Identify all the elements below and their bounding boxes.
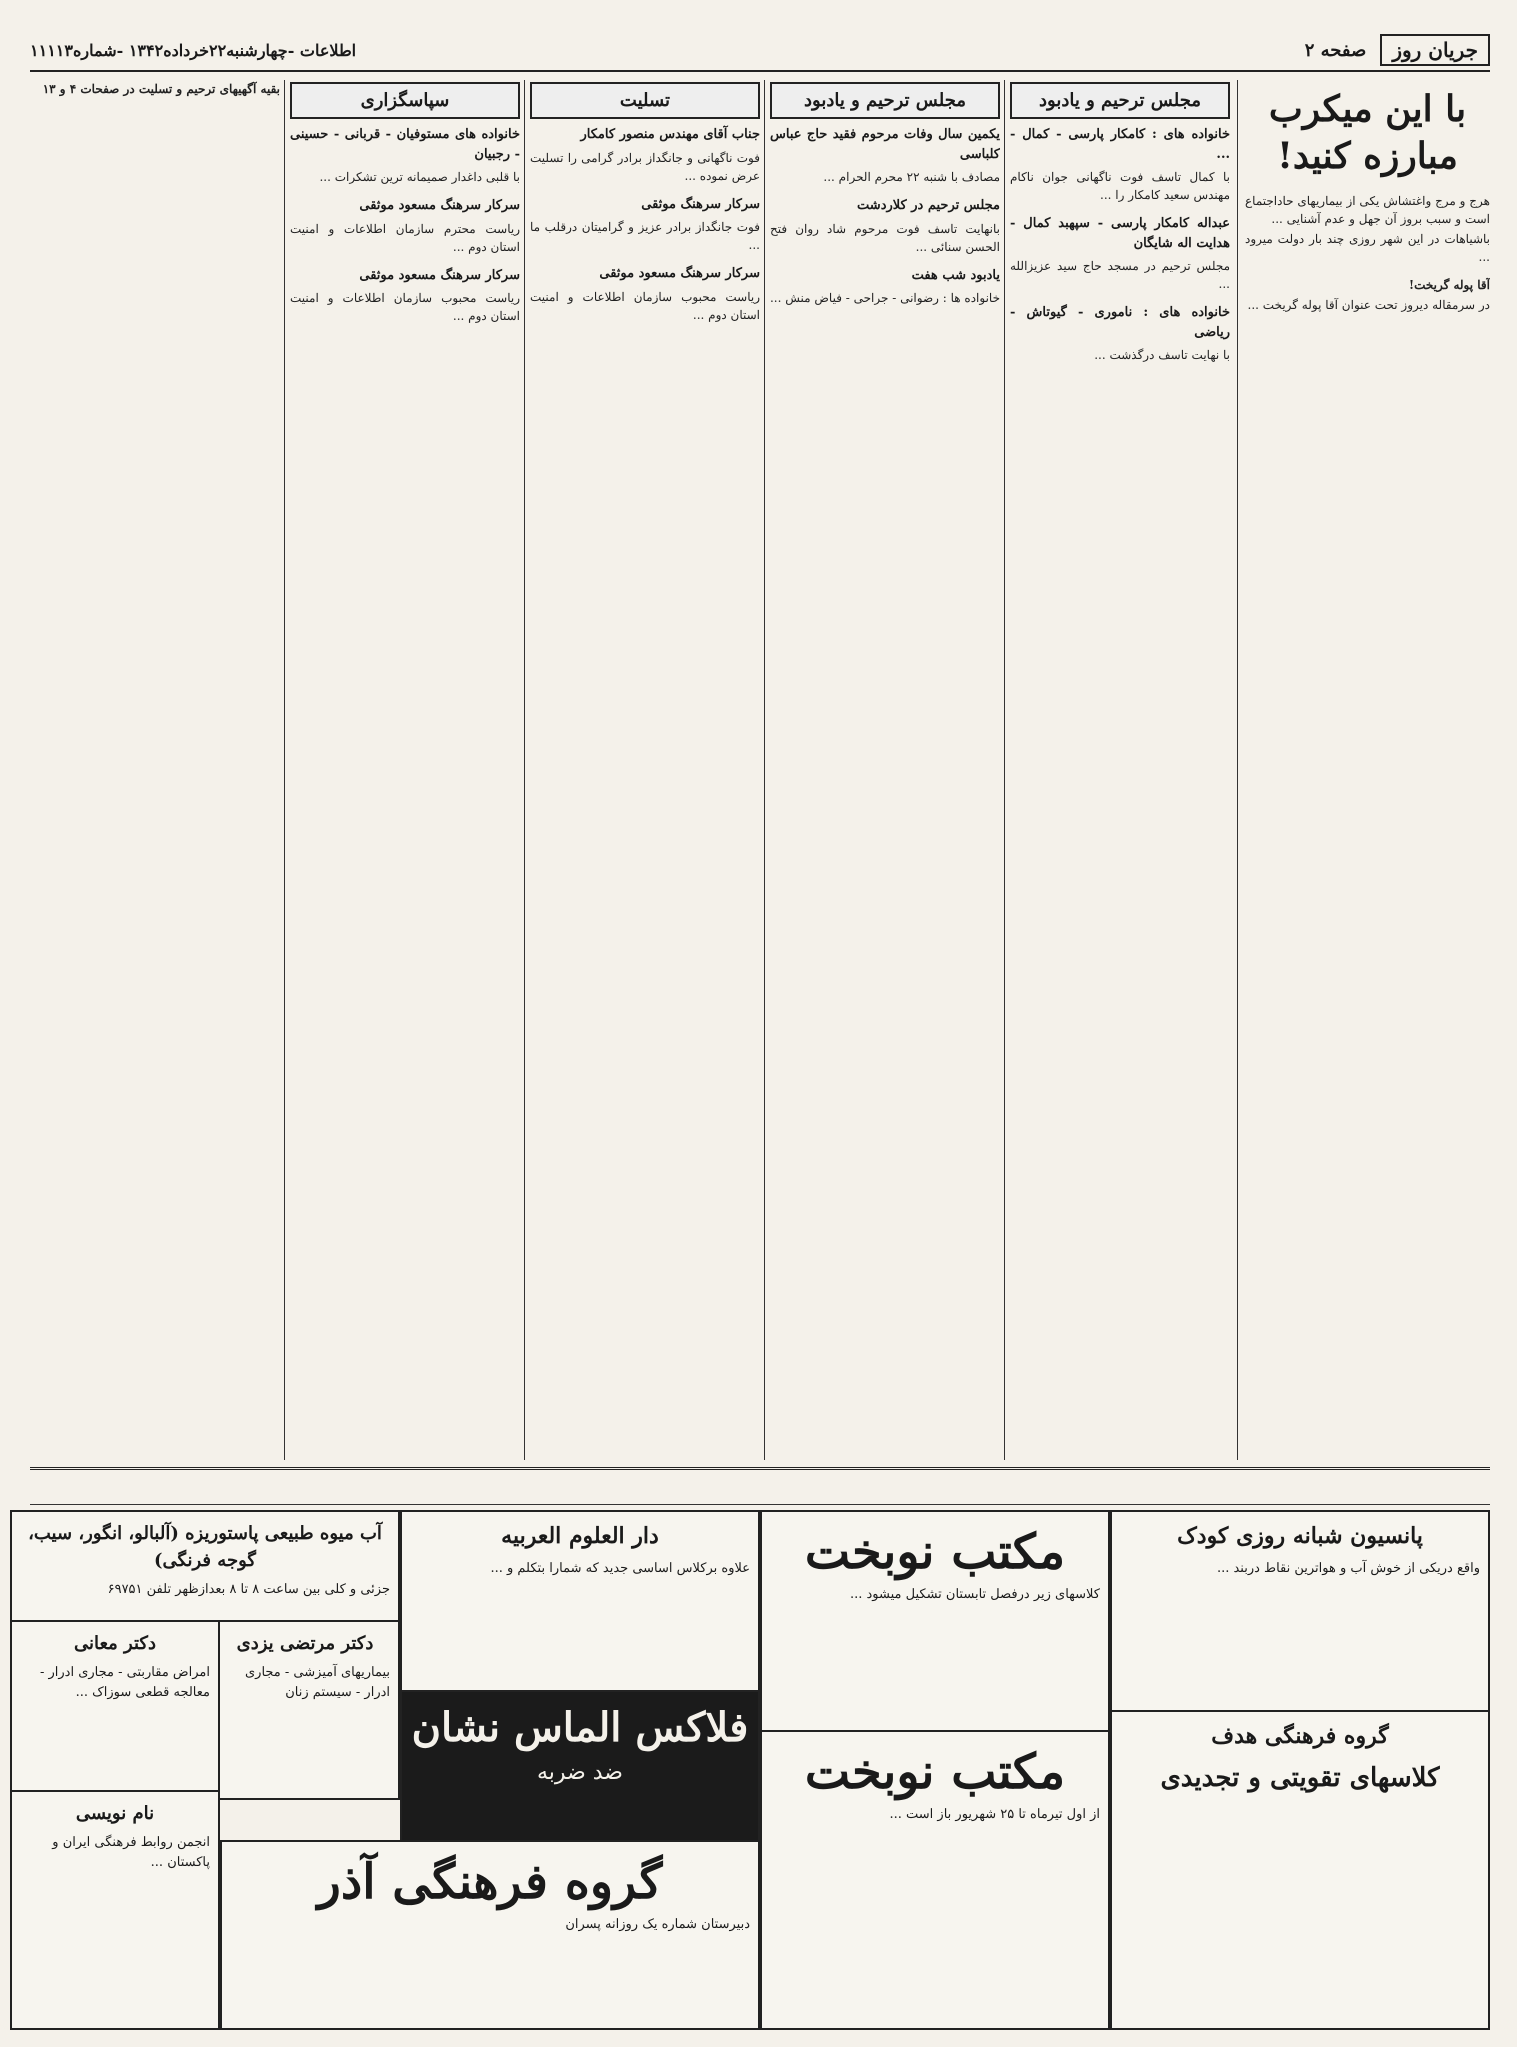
column-thanks	[290, 80, 520, 1460]
notice	[770, 196, 1000, 256]
column-condolences	[530, 80, 760, 1460]
column-divider	[1237, 80, 1238, 1460]
newspaper-page	[30, 30, 1490, 2020]
ad-pansion	[1110, 1510, 1490, 1720]
notice-heading: خانواده های : کامکار پارسی - کمال - ...	[1010, 127, 1230, 162]
column-divider	[764, 80, 765, 1460]
ad-text: علاوه برکلاس اساسی جدید که شمارا بتکلم و ...	[490, 1561, 750, 1576]
ad-text: ضد ضربه	[537, 1760, 623, 1785]
notice-text: ریاست محبوب سازمان اطلاعات و امنیت استان دوم ...	[290, 291, 520, 323]
notice	[290, 196, 520, 256]
top-header	[30, 30, 1490, 72]
ad-text: امراض مقاربتی - مجاری ادرار - معالجه قطعی سوزاک ...	[39, 1665, 210, 1700]
ad-text: بیماریهای آمیزشی - مجاری ادرار - سیستم زنان	[245, 1665, 390, 1700]
ad-flask	[400, 1690, 760, 1850]
column-divider	[524, 80, 525, 1460]
notice-text: با قلبی داغدار صمیمانه ترین تشکرات ...	[319, 170, 520, 184]
page-label: صفحه ۲	[1304, 39, 1367, 61]
ad-text: واقع دریکی از خوش آب و هواترین نقاط دربند ...	[1216, 1561, 1480, 1576]
notice	[1010, 125, 1230, 204]
notice-text: خانواده ها : رضوانی - جراحی - فیاض منش ...	[770, 291, 1000, 305]
ads-strip	[30, 1470, 1490, 1505]
notice-text: مجلس ترحیم در مسجد حاج سید عزیزالله ...	[1010, 259, 1230, 291]
editorial-intro: هرج و مرج واغتشاش یکی از بیماریهای حاداجتماع است و سبب بروز آن جهل و عدم آشنایی ...	[1245, 193, 1490, 226]
column-divider	[284, 80, 285, 1460]
column-memorials-1	[1010, 80, 1230, 1460]
notice	[770, 125, 1000, 186]
ad-title: مکتب نوبخت	[804, 1744, 1066, 1800]
notice-heading: سرکار سرهنگ مسعود موثقی	[599, 266, 760, 281]
ad-hadaf	[1110, 1710, 1490, 2030]
editorial-body	[1245, 192, 1490, 314]
notice-heading: سرکار سرهنگ مسعود موثقی	[359, 267, 520, 283]
notice-heading: یکمین سال وفات مرحوم فقید حاج عباس کلباسی	[770, 127, 1000, 162]
notice	[290, 125, 520, 186]
editorial-paragraph: در سرمقاله دیروز تحت عنوان آقا پوله گریخت ...	[1247, 297, 1490, 312]
notice-text: ریاست محبوب سازمان اطلاعات و امنیت استان دوم ...	[530, 289, 760, 322]
ad-title: پانسیون شبانه روزی کودک	[1177, 1523, 1423, 1549]
notice	[530, 125, 760, 185]
ad-title: گروه فرهنگی هدف	[1211, 1723, 1389, 1749]
ad-title: دکتر معانی	[73, 1633, 157, 1654]
notice-text: فوت ناگهانی و جانگداز برادر گرامی را تسلیت عرض نموده ...	[530, 150, 760, 183]
notice-heading: سرکار سرهنگ موثقی	[641, 196, 760, 212]
column-memorials-2	[770, 80, 1000, 1460]
ad-kindergarten	[760, 1730, 1110, 2030]
ad-title: فلاکس الماس نشان	[411, 1704, 749, 1751]
ad-text: جزئی و کلی بین ساعت ۸ تا ۸ بعدازظهر تلفن ۶۹۷۵۱	[107, 1582, 390, 1597]
notice-heading: مجلس ترحیم در کلاردشت	[857, 198, 1000, 213]
notice-heading: عبداله کامکار پارسی - سپهبد کمال - هدایت اله شایگان	[1010, 216, 1230, 251]
notice-heading: خانواده های مستوفیان - قربانی - حسینی - رجبیان	[290, 127, 520, 162]
header-right	[1305, 34, 1490, 66]
notice-heading: سرکار سرهنگ مسعود موثقی	[359, 198, 520, 213]
notice-heading: یادبود شب هفت	[911, 267, 1000, 283]
ad-registration	[10, 1790, 220, 2030]
notice	[530, 264, 760, 324]
editorial-paragraph: باشیاهات در این شهر روزی چند بار دولت میرود ...	[1245, 231, 1490, 264]
column-extra-note: بقیه آگهیهای ترحیم و تسلیت در صفحات ۴ و ۱۳	[42, 82, 280, 96]
ad-title: دکتر مرتضی یزدی	[236, 1633, 374, 1654]
notice	[1010, 303, 1230, 364]
column-extra	[30, 80, 280, 1460]
ad-text: دبیرستان شماره یک روزانه پسران	[565, 1916, 750, 1932]
notice	[530, 195, 760, 255]
notice-heading: جناب آقای مهندس منصور کامکار	[580, 127, 760, 142]
notice-text: با نهایت تاسف درگذشت ...	[1094, 348, 1230, 362]
ad-text: انجمن روابط فرهنگی ایران و پاکستان ...	[52, 1835, 210, 1870]
editorial-subheading: آقا پوله گریخت!	[1408, 277, 1490, 292]
column-header: تسلیت	[530, 82, 760, 119]
column-header: سپاسگزاری	[290, 82, 520, 119]
notice	[770, 266, 1000, 308]
ad-text: از اول تیرماه تا ۲۵ شهریور باز است ...	[889, 1806, 1100, 1822]
section-box: جریان روز	[1380, 34, 1490, 66]
ad-title: گروه فرهنگی آذر	[317, 1854, 663, 1910]
ad-doctor-yazdi	[210, 1620, 400, 1800]
notice	[1010, 214, 1230, 293]
header-meta: اطلاعات -چهارشنبه۲۲خرداده۱۳۴۲ -شماره۱۱۱۱۳	[30, 40, 357, 60]
column-current-events	[1245, 80, 1490, 1460]
notice-text: فوت جانگداز برادر عزیز و گرامیتان درقلب ما ...	[530, 220, 760, 252]
notice-text: با کمال تاسف فوت ناگهانی جوان ناکام مهندس سعید کامکار را ...	[1010, 170, 1230, 202]
ad-doctor-maani	[10, 1620, 220, 1800]
ad-title: مکتب نوبخت	[804, 1524, 1066, 1580]
ad-title: نام نویسی	[75, 1803, 155, 1824]
notice-text: بانهایت تاسف فوت مرحوم شاد روان فتح الحسن سنائی ...	[770, 221, 1000, 254]
ad-text: کلاسهای زیر درفصل تابستان تشکیل میشود ...	[849, 1586, 1100, 1602]
notice-heading: خانواده های : ناموری - گیوتاش - ریاضی	[1010, 305, 1230, 340]
column-header: مجلس ترحیم و یادبود	[1010, 82, 1230, 119]
ad-title: آب میوه طبیعی پاستوریزه (آلبالو، انگور، سیب، گوجه فرنگی)	[28, 1523, 382, 1571]
editorial-headline: با این میکرب مبارزه کنید!	[1268, 88, 1467, 177]
column-header: مجلس ترحیم و یادبود	[770, 82, 1000, 119]
notice-text: مصادف با شنبه ۲۲ محرم الحرام ...	[823, 170, 1000, 184]
ad-maktab-nobakht	[760, 1510, 1110, 1740]
notice-text: ریاست محترم سازمان اطلاعات و امنیت استان دوم ...	[290, 221, 520, 254]
ads-area	[30, 1467, 1490, 2020]
ad-title: دار العلوم العربیه	[501, 1523, 659, 1549]
notice	[290, 266, 520, 326]
ad-text: کلاسهای تقویتی و تجدیدی	[1160, 1763, 1440, 1793]
column-divider	[1004, 80, 1005, 1460]
ad-dar-olom	[400, 1510, 760, 1700]
ad-juice	[10, 1510, 400, 1630]
ad-azar	[220, 1840, 760, 2030]
